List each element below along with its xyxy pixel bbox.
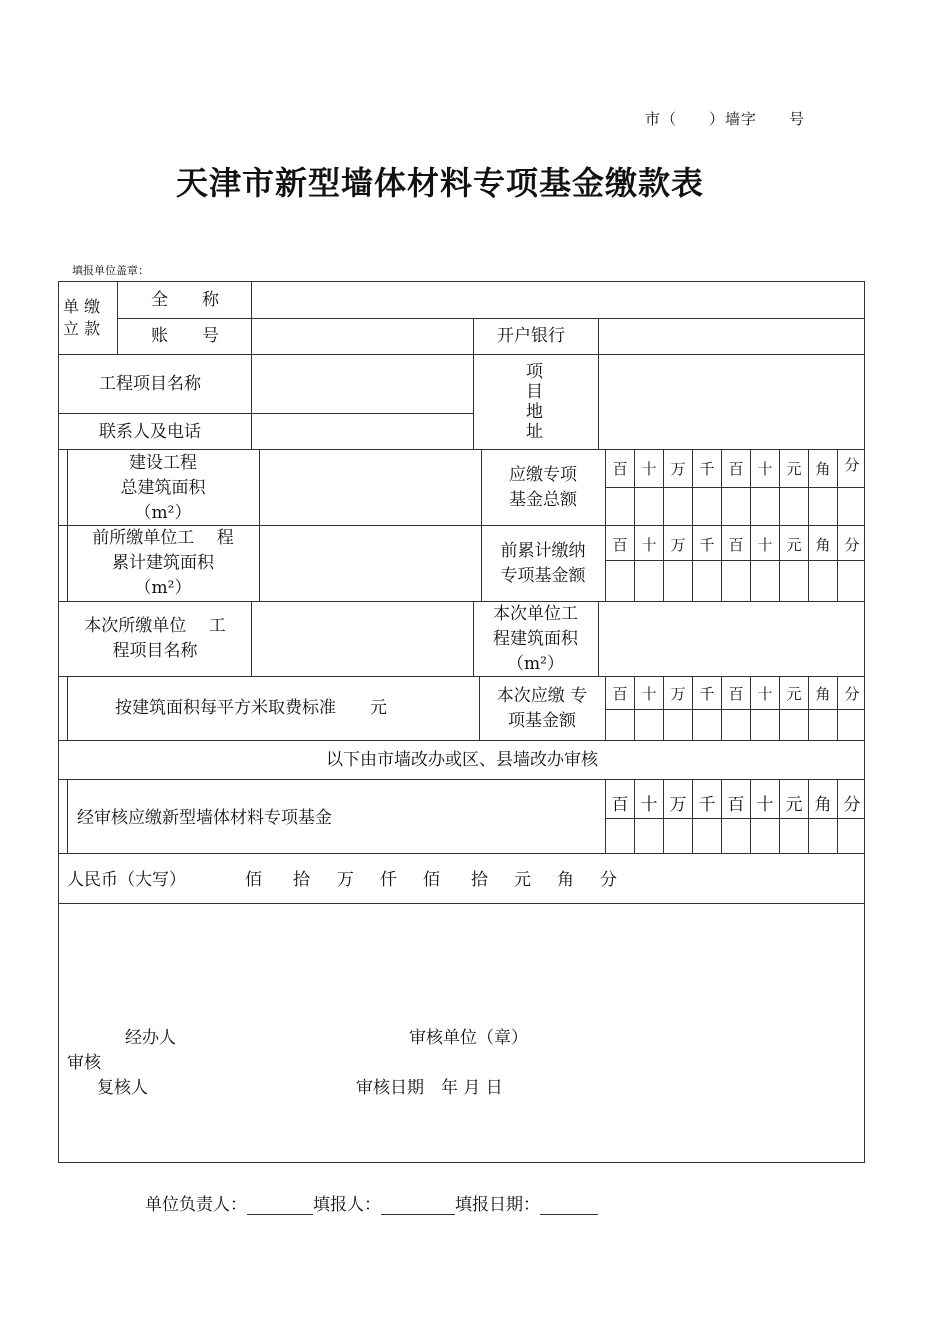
- digit-header: 元: [786, 536, 802, 554]
- this-area-unit: （m²）: [507, 654, 564, 674]
- rmb-unit: 拾: [471, 870, 488, 890]
- digit-header: 万: [670, 460, 686, 478]
- rate-standard-label: 按建筑面积每平方米取费标准 元: [115, 698, 387, 718]
- rmb-unit: 拾: [293, 870, 310, 890]
- review-side-label: 审核: [67, 1053, 101, 1073]
- document-reference-number: 市（ ）墙字 号: [645, 110, 806, 128]
- digit-header: 十: [757, 685, 773, 703]
- review-unit-label: 审核单位（章）: [409, 1028, 528, 1048]
- filler-blank[interactable]: [381, 1196, 455, 1215]
- digit-header: 万: [670, 536, 686, 554]
- this-project-label-2: 程项目名称: [112, 641, 198, 661]
- digit-header: 十: [641, 685, 657, 703]
- digit-header: 百: [612, 460, 628, 478]
- this-fund-label-1: 本次应缴 专: [496, 686, 588, 706]
- fund-total-label-1: 应缴专项: [509, 465, 577, 485]
- digit-header: 分: [844, 685, 860, 703]
- stamp-label: 填报单位盖章：: [72, 264, 149, 277]
- digit-header: 百: [612, 536, 628, 554]
- digit-header: 百: [611, 795, 629, 815]
- digit-header: 分: [844, 456, 860, 474]
- digit-header: 角: [815, 460, 831, 478]
- rmb-unit: 分: [600, 870, 617, 890]
- build-area-unit: （m²）: [134, 503, 192, 523]
- rmb-unit: 角: [557, 870, 574, 890]
- digit-header: 十: [640, 795, 658, 815]
- unit-head-blank[interactable]: [247, 1196, 313, 1215]
- digit-header: 百: [728, 685, 744, 703]
- digit-header: 分: [844, 536, 860, 554]
- fund-total-label-2: 基金总额: [509, 490, 577, 510]
- payment-form-table: [58, 281, 865, 1163]
- this-area-label-2: 程建筑面积: [493, 629, 578, 649]
- this-project-label-1: 本次所缴单位 工: [84, 616, 226, 636]
- digit-header: 元: [785, 795, 803, 815]
- digit-header: 百: [727, 795, 745, 815]
- rmb-unit: 仟: [380, 870, 397, 890]
- digit-header: 千: [699, 685, 715, 703]
- digit-header: 十: [757, 460, 773, 478]
- digit-header: 角: [815, 685, 831, 703]
- digit-header: 万: [670, 685, 686, 703]
- digit-header: 百: [612, 685, 628, 703]
- digit-header: 分: [843, 795, 861, 815]
- payer-group-label-2: 立 款: [63, 319, 101, 338]
- rmb-unit: 万: [337, 870, 354, 890]
- digit-header: 千: [699, 536, 715, 554]
- digit-header: 元: [786, 460, 802, 478]
- footer-signatures: [145, 1190, 598, 1215]
- digit-header: 千: [699, 460, 715, 478]
- review-section-header: 以下由市墙改办或区、县墙改办审核: [326, 750, 598, 770]
- prev-area-label-2: 累计建筑面积: [112, 553, 214, 573]
- prev-area-unit: （m²）: [134, 578, 192, 598]
- project-address-char-3: 地: [526, 402, 543, 422]
- project-address-char-4: 址: [526, 422, 543, 442]
- reviewed-fund-label: 经审核应缴新型墙体材料专项基金: [77, 808, 332, 828]
- digit-header: 元: [786, 685, 802, 703]
- digit-header: 百: [728, 536, 744, 554]
- rmb-uppercase-label: 人民币（大写）: [67, 870, 186, 890]
- digit-header: 千: [698, 795, 716, 815]
- page-title: 天津市新型墙体材料专项基金缴款表: [175, 164, 704, 202]
- project-name-label: 工程项目名称: [99, 374, 201, 394]
- filler-label: 填报人：: [313, 1195, 381, 1215]
- prev-paid-label-1: 前累计缴纳: [500, 541, 586, 561]
- digit-header: 百: [728, 460, 744, 478]
- project-address-char-2: 目: [526, 382, 543, 402]
- digit-header: 万: [669, 795, 687, 815]
- digit-header: 十: [756, 795, 774, 815]
- rmb-unit: 佰: [423, 870, 440, 890]
- this-area-label-1: 本次单位工: [493, 604, 578, 624]
- digit-header: 角: [814, 795, 832, 815]
- prev-paid-label-2: 专项基金额: [500, 566, 586, 586]
- this-fund-label-2: 项基金额: [508, 711, 576, 731]
- project-address-char-1: 项: [526, 362, 543, 382]
- review-date-label: 审核日期 年 月 日: [356, 1078, 503, 1098]
- rmb-unit: 佰: [245, 870, 262, 890]
- fill-date-blank[interactable]: [540, 1196, 598, 1215]
- rmb-unit: 元: [514, 870, 531, 890]
- unit-head-label: 单位负责人：: [145, 1195, 247, 1215]
- account-number-label: 账 号: [151, 326, 219, 346]
- contact-label: 联系人及电话: [99, 422, 201, 442]
- prev-area-label-1: 前所缴单位工 程: [92, 528, 234, 548]
- digit-header: 十: [757, 536, 773, 554]
- payer-group-label-1: 单 缴: [63, 297, 101, 316]
- full-name-label: 全 称: [151, 290, 219, 310]
- build-area-label-1: 建设工程: [129, 453, 197, 473]
- build-area-label-2: 总建筑面积: [120, 478, 206, 498]
- bank-label: 开户银行: [497, 326, 565, 346]
- handler-label: 经办人: [125, 1028, 176, 1048]
- digit-header: 角: [815, 536, 831, 554]
- digit-header: 十: [641, 460, 657, 478]
- digit-header: 十: [641, 536, 657, 554]
- fill-date-label: 填报日期：: [455, 1195, 540, 1215]
- checker-label: 复核人: [97, 1078, 148, 1098]
